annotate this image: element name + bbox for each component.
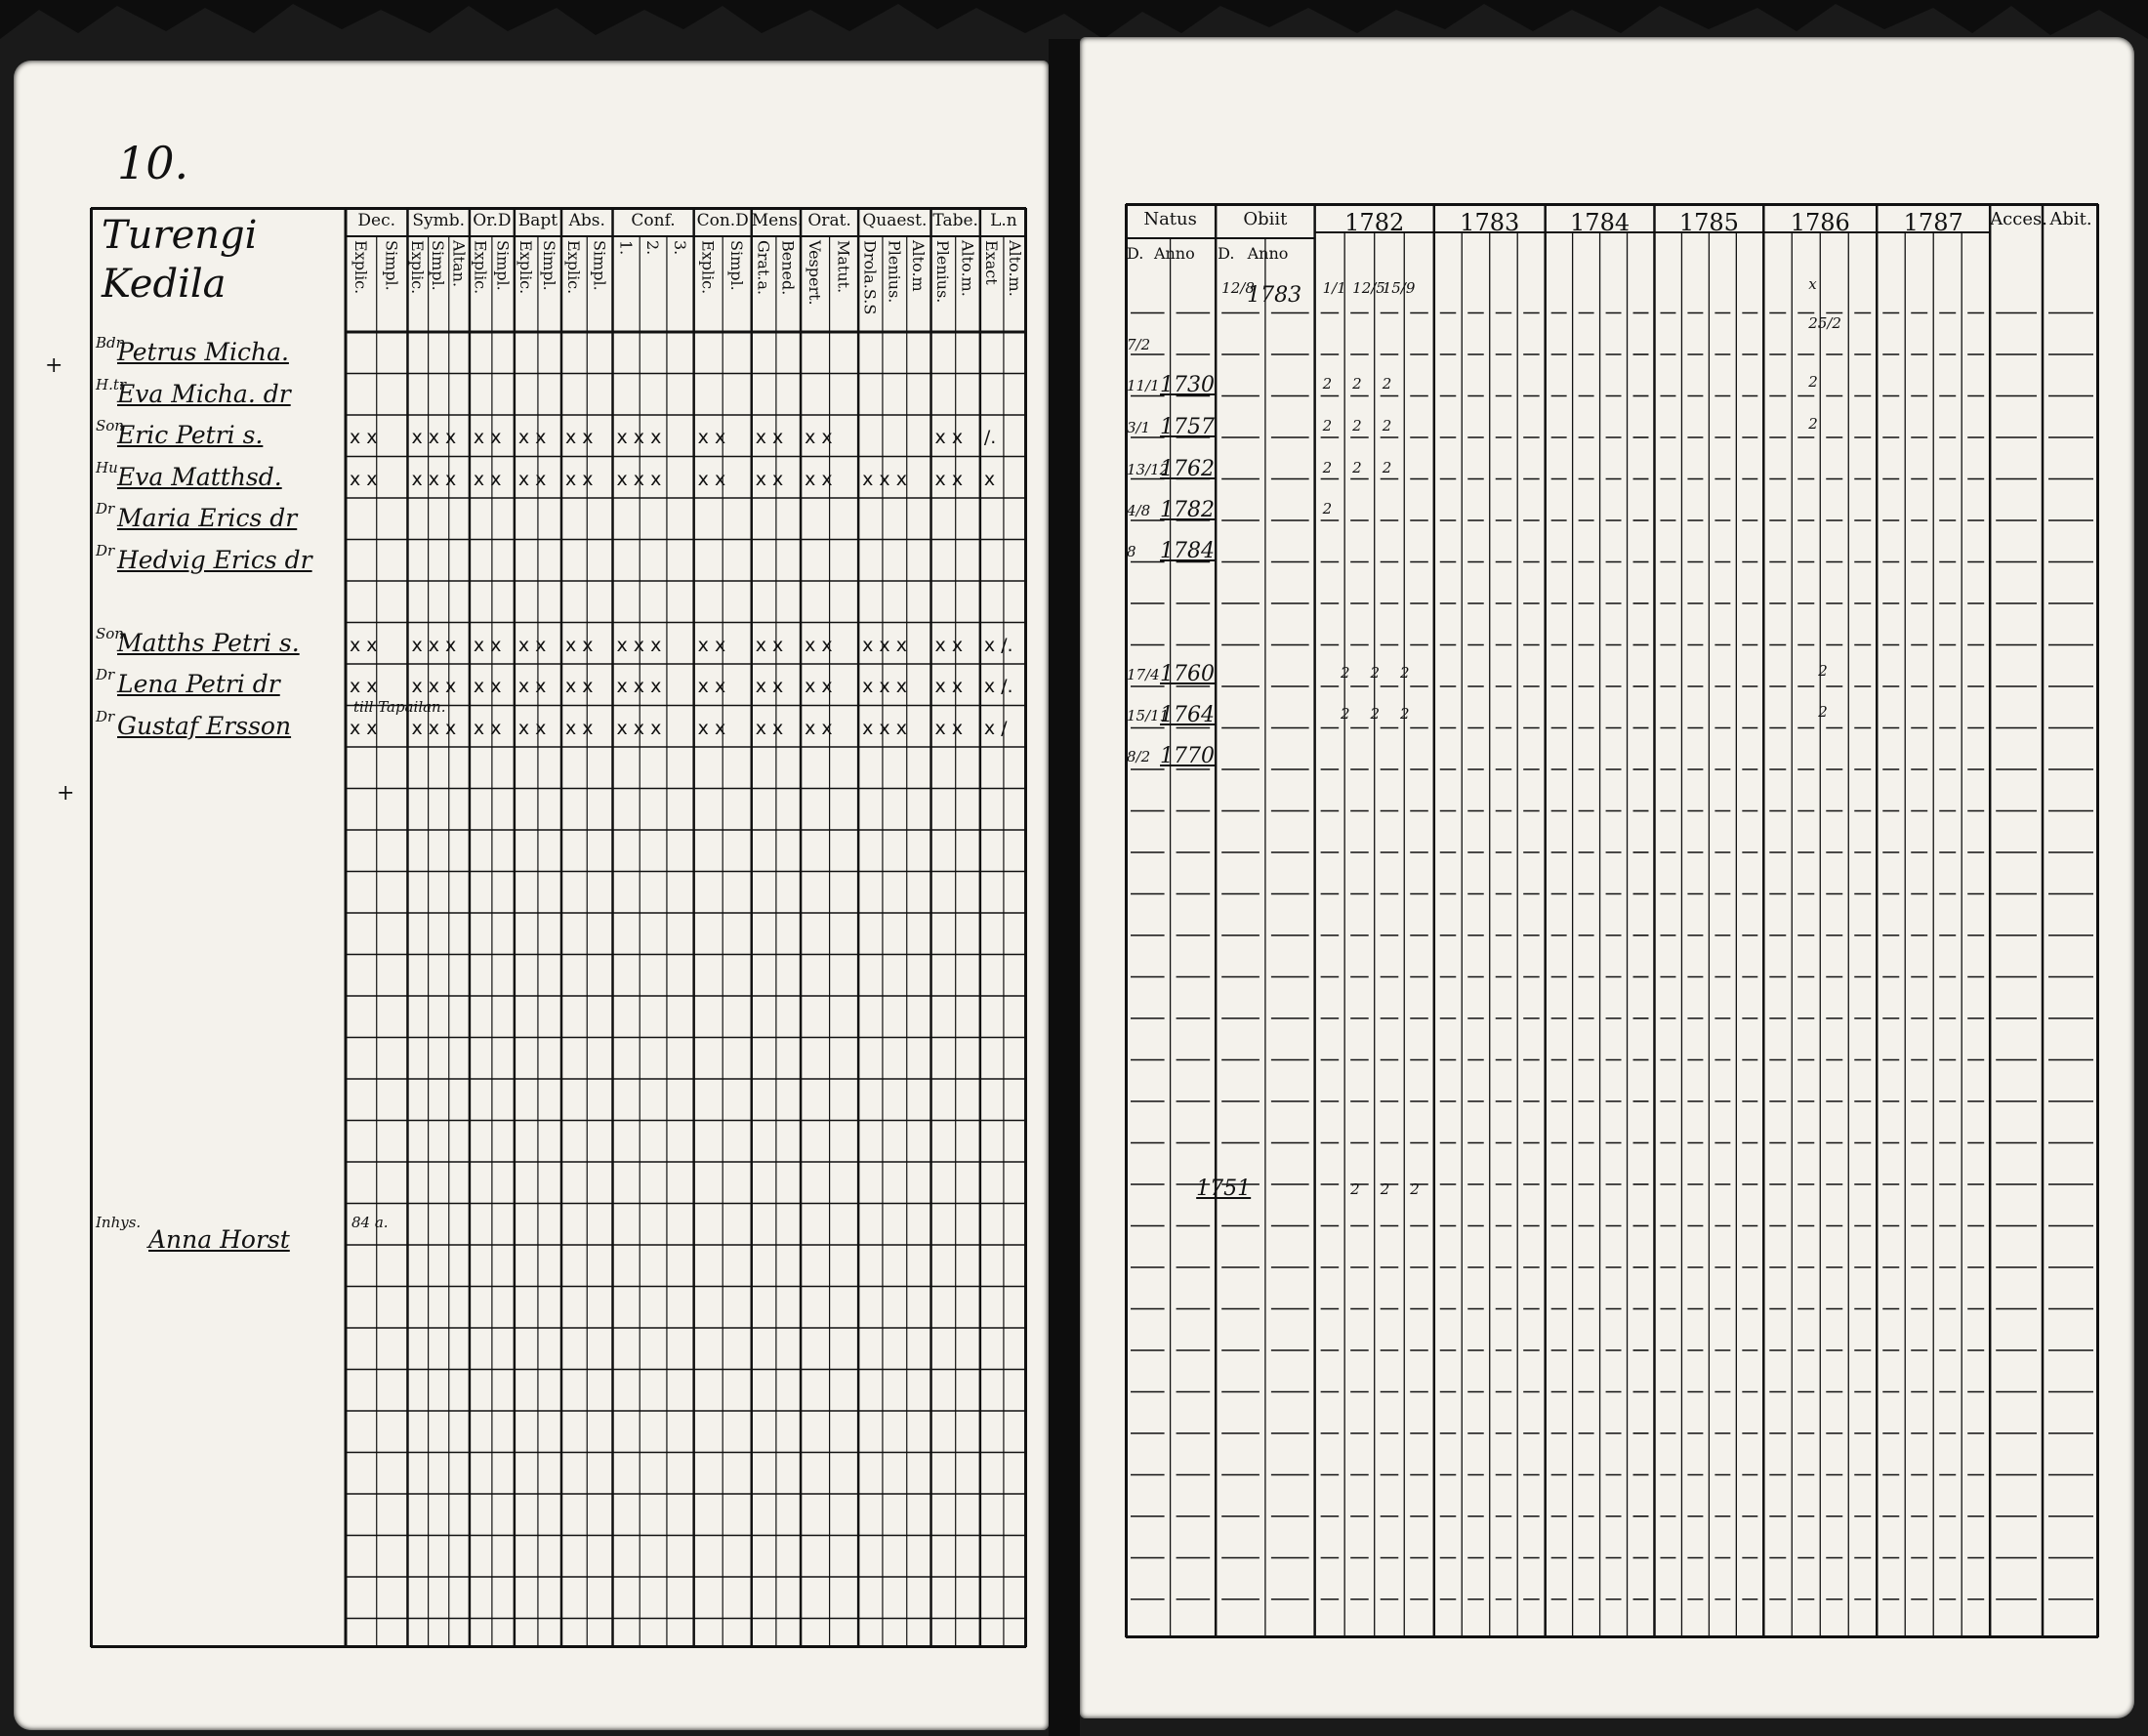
knowledge-mark: x x x [616,468,662,490]
knowledge-mark: x x [697,634,726,656]
year-1782-mark: 2 [1322,500,1333,517]
row-relation-prefix: Dr [96,500,115,517]
year-1782-mark: 2 [1322,417,1333,434]
knowledge-mark: x x [564,468,594,490]
column-subheader: Exact [981,240,1001,285]
person-name: Eva Micha. dr [117,379,291,408]
birth-day: 15/11 [1127,707,1170,724]
vital-records-ledger-table [1125,203,2099,1638]
column-header: Quaest. [862,211,928,230]
year-1782-mark: 2 [1352,375,1362,393]
year-1786-mark: x [1808,275,1817,293]
knowledge-mark: x x x [616,676,662,697]
year-1782-mark: 1/1 [1322,279,1346,297]
birth-day: 11/1 [1127,377,1160,394]
knowledge-mark: x x [350,676,378,697]
knowledge-mark: x x x [616,634,662,656]
margin-cross-mark: + [57,781,75,806]
column-subheader: Grat.a. [754,240,773,296]
row-relation-prefix: Son [96,624,124,642]
column-subheader: Matut. [834,240,853,294]
birth-day: 8/2 [1127,748,1151,765]
knowledge-mark: x x [350,717,378,739]
year-1782-mark: 2 [1410,1180,1420,1198]
knowledge-mark: x x [697,468,726,490]
knowledge-mark: x x [934,676,964,697]
knowledge-mark: x x [755,634,784,656]
knowledge-mark: x x [934,427,964,448]
birth-year: 1757 [1160,415,1215,439]
column-header: L.n [990,211,1017,230]
birth-year: 1760 [1160,662,1215,686]
catechetical-ledger-table [90,207,1027,1648]
birth-day: 7/2 [1127,336,1151,353]
row-relation-prefix: Hu [96,458,118,476]
birth-day: 17/4 [1127,666,1160,683]
knowledge-mark: x x [564,634,594,656]
knowledge-mark: x x [473,468,502,490]
knowledge-mark: x x [755,427,784,448]
year-1786-mark: 2 [1808,373,1818,391]
column-subheader: Simpl. [493,240,513,291]
death-day: 12/8 [1221,279,1255,297]
column-header: Obiit [1243,209,1288,229]
knowledge-mark: x x [755,676,784,697]
birth-year: 1751 [1196,1177,1252,1201]
knowledge-mark: x x [517,427,547,448]
birth-day: 3/1 [1127,419,1151,436]
knowledge-mark: x x [473,427,502,448]
farm-name-line-1: Turengi [102,213,258,258]
column-header: Conf. [631,211,676,230]
knowledge-mark: x x [755,717,784,739]
person-name: Eric Petri s. [117,421,264,449]
knowledge-mark: x x [517,717,547,739]
year-1782-mark: 2 [1340,705,1350,723]
knowledge-mark: x x x [862,676,907,697]
knowledge-mark: x /. [983,634,1013,656]
knowledge-mark: x x x [616,717,662,739]
column-subheader: Simpl. [539,240,558,291]
knowledge-mark: x x [564,427,594,448]
knowledge-mark: x x x [411,427,457,448]
person-name: Gustaf Ersson [117,711,292,740]
year-1782-mark: 2 [1382,459,1392,476]
knowledge-mark: x x x [616,427,662,448]
column-header: Bapt [517,211,558,230]
birth-day: 8 [1127,543,1136,560]
row-relation-prefix: H.tr [96,375,127,393]
knowledge-mark: x x [697,676,726,697]
knowledge-mark: /. [983,427,997,448]
column-subheader: Plenius. [885,240,904,304]
page-number: 10. [117,137,189,189]
knowledge-mark: x x [517,468,547,490]
knowledge-mark: x x [350,468,378,490]
column-subheader: 2. [643,240,663,256]
column-subheader: Drola.S.S [860,240,880,315]
column-header: 1782 [1344,209,1405,236]
knowledge-mark: x x [350,634,378,656]
column-header: Con.D [696,211,749,230]
knowledge-mark: x x [934,717,964,739]
column-subheader: Anno [1153,244,1195,263]
year-1782-mark: 2 [1322,375,1333,393]
knowledge-mark: x [983,468,996,490]
birth-year: 1784 [1160,539,1215,563]
birth-year: 1770 [1160,744,1215,768]
knowledge-mark: x x [697,427,726,448]
knowledge-mark: x x [805,717,833,739]
column-header: 1785 [1678,209,1739,236]
column-subheader: Simpl. [726,240,746,291]
year-1786-mark: 2 [1818,703,1828,721]
column-subheader: Explic. [471,240,490,295]
knowledge-mark: x x [473,717,502,739]
person-name: Lena Petri dr [117,670,280,698]
right-table-grid [1125,203,2099,1638]
column-header: Tabe. [932,211,978,230]
year-1782-mark: 2 [1340,664,1350,682]
death-year: 1783 [1247,283,1302,308]
marginal-note: till Tapailan. [353,697,446,716]
knowledge-mark: x x [934,634,964,656]
knowledge-mark: x x [805,427,833,448]
year-1782-mark: 2 [1352,459,1362,476]
person-name: Eva Matthsd. [117,462,282,491]
row-relation-prefix: Bdn [96,334,126,351]
year-1782-mark: 12/5 [1352,279,1385,297]
birth-year: 1730 [1160,373,1215,397]
column-header: Dec. [357,211,396,230]
knowledge-mark: x / [983,717,1008,739]
column-subheader: Altan. [449,240,469,288]
knowledge-mark: x x x [862,634,907,656]
person-name: Petrus Micha. [117,338,289,366]
column-subheader: Vespert. [805,240,824,306]
row-relation-prefix: Dr [96,541,115,559]
knowledge-mark: x x x [862,717,907,739]
column-subheader: Alto.m. [958,240,977,297]
knowledge-mark: x x [805,676,833,697]
column-header: Abs. [568,211,605,230]
knowledge-mark: x x x [411,676,457,697]
column-header: Natus [1143,209,1197,229]
column-header: Acces. [1990,209,2047,229]
knowledge-mark: x x [473,676,502,697]
knowledge-mark: x x x [411,634,457,656]
column-header: Mens. [751,211,804,230]
year-1782-mark: 2 [1352,417,1362,434]
year-1786-mark: 25/2 [1808,314,1841,332]
year-1782-mark: 2 [1382,417,1392,434]
column-header: Or.D [473,211,512,230]
year-1782-mark: 15/9 [1382,279,1416,297]
column-header: 1784 [1570,209,1631,236]
farm-name-line-2: Kedila [102,262,227,307]
knowledge-mark: x x [755,468,784,490]
person-name: Anna Horst [148,1224,290,1254]
age-note: 84 a. [351,1213,389,1231]
year-1786-mark: 2 [1818,662,1828,680]
knowledge-mark: x x x [411,717,457,739]
column-subheader: Simpl. [382,240,401,291]
birth-year: 1782 [1160,498,1215,522]
row-relation-prefix: Son [96,417,124,434]
year-1782-mark: 2 [1350,1180,1360,1198]
column-subheader: 1. [616,240,636,256]
column-subheader: Explic. [516,240,535,295]
knowledge-mark: x x [564,676,594,697]
year-1782-mark: 2 [1380,1180,1390,1198]
knowledge-mark: x x [805,468,833,490]
knowledge-mark: x x x [862,468,907,490]
column-header: 1787 [1903,209,1963,236]
birth-day: 13/12 [1127,461,1170,478]
column-subheader: Simpl. [590,240,609,291]
birth-year: 1764 [1160,703,1215,727]
row-relation-prefix: Dr [96,666,115,683]
person-name: Hedvig Erics dr [117,545,312,574]
birth-year: 1762 [1160,457,1215,481]
year-1782-mark: 2 [1370,664,1381,682]
note-row-prefix: Inhys. [96,1213,142,1231]
knowledge-mark: x x [517,634,547,656]
knowledge-mark: x x [564,717,594,739]
row-relation-prefix: Dr [96,707,115,725]
column-header: Symb. [412,211,465,230]
column-subheader: Bened. [778,240,798,296]
column-subheader: Simpl. [429,240,448,291]
year-1786-mark: 2 [1808,415,1818,433]
column-subheader: Alto.m. [1005,240,1024,297]
knowledge-mark: x /. [983,676,1013,697]
column-subheader: 3. [670,240,689,256]
book-gutter [1049,39,1080,1736]
column-subheader: D. [1218,244,1235,263]
person-name: Matths Petri s. [117,628,300,657]
margin-cross-mark: + [45,353,63,378]
person-name: Maria Erics dr [117,504,298,532]
birth-day: 4/8 [1127,502,1151,519]
year-1782-mark: 2 [1322,459,1333,476]
column-header: 1783 [1460,209,1520,236]
column-subheader: Alto.m [909,240,929,292]
knowledge-mark: x x [697,717,726,739]
column-header: Abit. [2049,209,2092,229]
knowledge-mark: x x [473,634,502,656]
column-header: 1786 [1790,209,1850,236]
year-1782-mark: 2 [1400,705,1410,723]
column-subheader: Anno [1247,244,1289,263]
year-1782-mark: 2 [1400,664,1410,682]
year-1782-mark: 2 [1370,705,1381,723]
column-subheader: Explic. [698,240,718,295]
year-1782-mark: 2 [1382,375,1392,393]
column-subheader: Plenius. [933,240,953,304]
knowledge-mark: x x [805,634,833,656]
column-subheader: Explic. [408,240,428,295]
knowledge-mark: x x x [411,468,457,490]
column-subheader: Explic. [564,240,584,295]
column-subheader: Explic. [351,240,370,295]
knowledge-mark: x x [517,676,547,697]
knowledge-mark: x x [934,468,964,490]
knowledge-mark: x x [350,427,378,448]
column-header: Orat. [807,211,851,230]
column-subheader: D. [1127,244,1144,263]
